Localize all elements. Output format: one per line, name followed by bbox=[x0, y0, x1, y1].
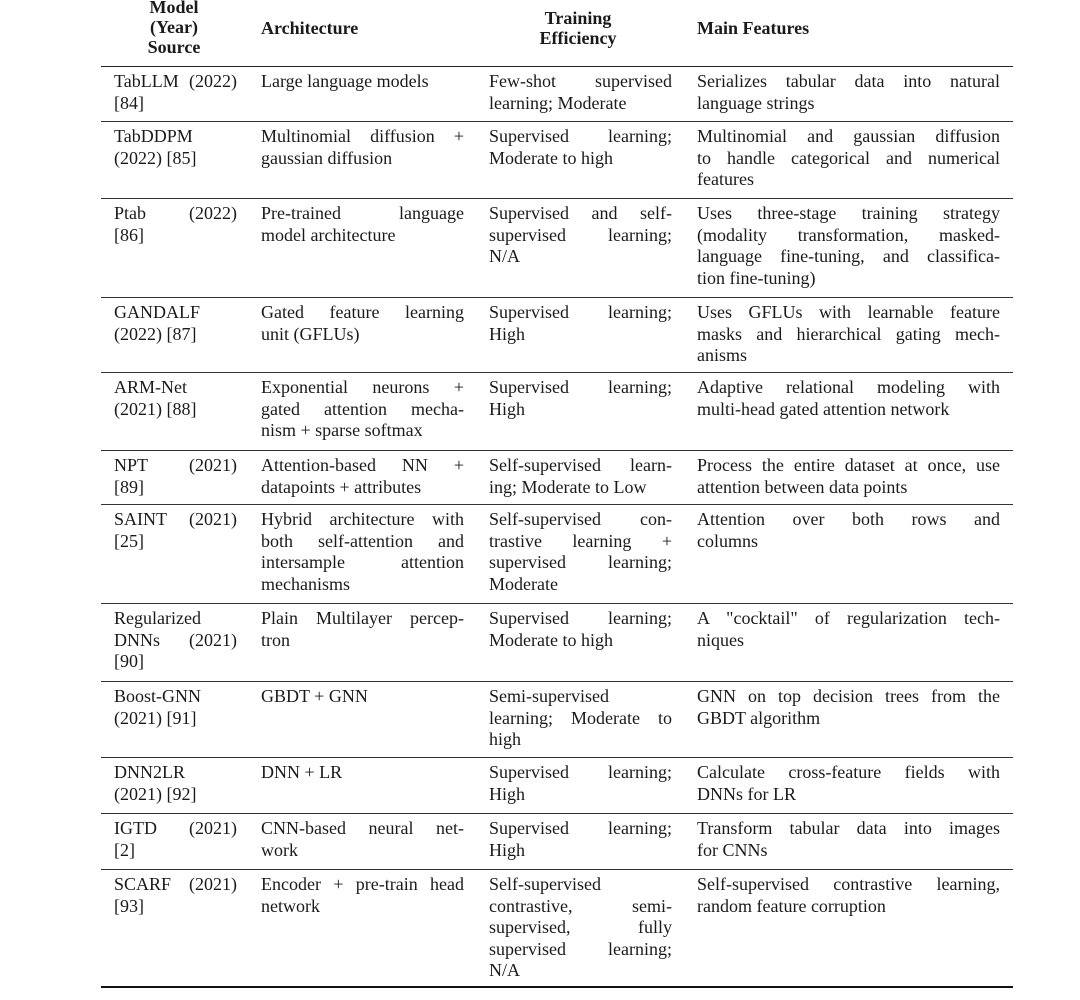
cell-line: intersample attention bbox=[261, 552, 464, 572]
cell-line: attention between data points bbox=[697, 476, 908, 497]
cell-line: Supervised and self- bbox=[489, 203, 672, 223]
cell-line: GNN on top decision trees from the bbox=[697, 686, 1000, 706]
header-architecture: Architecture bbox=[261, 18, 359, 38]
cell-line: columns bbox=[697, 530, 758, 551]
cell-line: Plain Multilayer percep- bbox=[261, 608, 464, 628]
cell-main-features bbox=[697, 71, 1000, 114]
cell-training-efficiency bbox=[489, 71, 672, 114]
cell-line: multi-head gated attention network bbox=[697, 398, 950, 419]
cell-line: to handle categorical and numerical bbox=[697, 147, 1000, 168]
cell-line: Self-supervised learn- bbox=[489, 455, 672, 475]
cell-main-features bbox=[697, 874, 1000, 917]
cell-line: NPT (2021) bbox=[114, 455, 237, 475]
cell-line: Supervised learning; bbox=[489, 608, 672, 628]
table-row bbox=[101, 451, 1013, 505]
cell-line: Attention over both rows and bbox=[697, 509, 1000, 529]
cell-line: Supervised learning; bbox=[489, 126, 672, 146]
table-row bbox=[101, 199, 1013, 298]
cell-line: DNNs for LR bbox=[697, 783, 796, 804]
header-line: Training bbox=[544, 8, 612, 28]
cell-line: Attention-based NN + bbox=[261, 455, 464, 475]
cell-line: for CNNs bbox=[697, 839, 768, 860]
cell-main-features bbox=[697, 455, 1000, 498]
cell-architecture bbox=[261, 126, 464, 169]
cell-line: TabDDPM bbox=[114, 126, 193, 146]
cell-line: tron bbox=[261, 629, 290, 650]
header-line: Model bbox=[149, 0, 199, 17]
cell-line: Transform tabular data into images bbox=[697, 818, 1000, 838]
cell-main-features bbox=[697, 203, 1000, 289]
cell-line: Self-supervised contrastive learning, bbox=[697, 874, 1000, 894]
cell-line: Moderate bbox=[489, 573, 558, 594]
cell-line: Supervised learning; bbox=[489, 302, 672, 322]
cell-line: gated attention mecha- bbox=[261, 398, 464, 419]
table-row bbox=[101, 604, 1013, 682]
cell-line: contrastive, semi- bbox=[489, 895, 672, 916]
header-main-features: Main Features bbox=[697, 18, 810, 38]
cell-main-features bbox=[697, 818, 1000, 861]
cell-main-features bbox=[697, 126, 1000, 191]
cell-line: Uses three-stage training strategy bbox=[697, 203, 1000, 223]
cell-training-efficiency bbox=[489, 377, 672, 420]
cell-line: learning; Moderate to bbox=[489, 707, 672, 728]
cell-model bbox=[114, 608, 237, 673]
cell-line: [90] bbox=[114, 651, 144, 671]
cell-main-features bbox=[697, 302, 1000, 367]
cell-line: DNNs (2021) bbox=[114, 629, 237, 650]
cell-line: learning; Moderate bbox=[489, 92, 627, 113]
cell-line: Adaptive relational modeling with bbox=[697, 377, 1000, 397]
cell-model bbox=[114, 762, 237, 805]
cell-model bbox=[114, 818, 237, 861]
cell-line: Multinomial and gaussian diffusion bbox=[697, 126, 1000, 146]
cell-line: High bbox=[489, 398, 525, 419]
cell-line: ing; Moderate to Low bbox=[489, 476, 647, 497]
cell-line: supervised learning; bbox=[489, 552, 672, 572]
cell-line: unit (GFLUs) bbox=[261, 323, 360, 344]
cell-line: High bbox=[489, 839, 525, 860]
cell-model bbox=[114, 509, 237, 552]
cell-model bbox=[114, 302, 237, 345]
header-training-efficiency bbox=[473, 8, 683, 48]
table-row bbox=[101, 870, 1013, 988]
cell-line: Self-supervised bbox=[489, 874, 601, 894]
cell-line: CNN-based neural net- bbox=[261, 818, 464, 838]
cell-model bbox=[114, 203, 237, 246]
table-row bbox=[101, 758, 1013, 814]
cell-training-efficiency bbox=[489, 818, 672, 861]
cell-architecture bbox=[261, 762, 464, 784]
cell-main-features bbox=[697, 608, 1000, 651]
cell-line: niques bbox=[697, 629, 744, 650]
cell-line: Self-supervised con- bbox=[489, 509, 672, 529]
cell-model bbox=[114, 126, 237, 169]
header-line: Source bbox=[147, 37, 201, 57]
cell-architecture bbox=[261, 686, 464, 708]
header-line: (Year) bbox=[150, 17, 198, 37]
cell-line: DNN2LR bbox=[114, 762, 185, 782]
table-row bbox=[101, 505, 1013, 604]
cell-training-efficiency bbox=[489, 874, 672, 982]
cell-line: anisms bbox=[697, 345, 748, 365]
cell-line: DNN + LR bbox=[261, 762, 343, 782]
cell-line: high bbox=[489, 729, 522, 749]
cell-line: GBDT algorithm bbox=[697, 707, 821, 728]
cell-line: Regularized bbox=[114, 608, 201, 628]
cell-line: GBDT + GNN bbox=[261, 686, 368, 706]
cell-training-efficiency bbox=[489, 302, 672, 345]
cell-main-features bbox=[697, 377, 1000, 420]
cell-line: random feature corruption bbox=[697, 895, 886, 916]
cell-line: work bbox=[261, 839, 298, 860]
table-row bbox=[101, 298, 1013, 373]
cell-line: N/A bbox=[489, 246, 520, 266]
cell-line: SAINT (2021) bbox=[114, 509, 237, 529]
cell-line: Process the entire dataset at once, use bbox=[697, 455, 1000, 475]
cell-line: datapoints + attributes bbox=[261, 476, 422, 497]
cell-line: SCARF (2021) bbox=[114, 874, 237, 894]
header-line: Efficiency bbox=[539, 28, 617, 48]
cell-model bbox=[114, 377, 237, 420]
cell-line: (2021) [92] bbox=[114, 783, 197, 804]
table-row bbox=[101, 682, 1013, 758]
cell-line: Exponential neurons + bbox=[261, 377, 464, 397]
cell-line: trastive learning + bbox=[489, 530, 672, 551]
cell-line: Moderate to high bbox=[489, 629, 613, 650]
cell-line: Uses GFLUs with learnable feature bbox=[697, 302, 1000, 322]
cell-line: Hybrid architecture with bbox=[261, 509, 464, 529]
cell-architecture bbox=[261, 874, 464, 917]
cell-training-efficiency bbox=[489, 455, 672, 498]
table-row bbox=[101, 814, 1013, 870]
cell-line: network bbox=[261, 895, 320, 916]
cell-architecture bbox=[261, 377, 464, 442]
cell-training-efficiency bbox=[489, 126, 672, 169]
comparison-table bbox=[101, 0, 1013, 988]
cell-line: [84] bbox=[114, 92, 144, 113]
cell-line: supervised learning; bbox=[489, 938, 672, 959]
cell-line: [89] bbox=[114, 476, 144, 497]
table-row bbox=[101, 373, 1013, 451]
cell-line: ARM-Net bbox=[114, 377, 187, 397]
table-row bbox=[101, 122, 1013, 199]
cell-line: High bbox=[489, 783, 525, 804]
cell-line: gaussian diffusion bbox=[261, 147, 393, 168]
cell-training-efficiency bbox=[489, 509, 672, 595]
cell-architecture bbox=[261, 455, 464, 498]
cell-line: Semi-supervised bbox=[489, 686, 609, 706]
cell-architecture bbox=[261, 203, 464, 246]
cell-model bbox=[114, 874, 237, 917]
cell-line: Supervised learning; bbox=[489, 377, 672, 397]
cell-training-efficiency bbox=[489, 762, 672, 805]
cell-line: mechanisms bbox=[261, 573, 350, 594]
cell-line: TabLLM (2022) bbox=[114, 71, 237, 91]
cell-line: IGTD (2021) bbox=[114, 818, 237, 838]
cell-line: (2022) [85] bbox=[114, 147, 197, 168]
cell-main-features bbox=[697, 762, 1000, 805]
cell-architecture bbox=[261, 818, 464, 861]
cell-model bbox=[114, 455, 237, 498]
cell-line: [2] bbox=[114, 839, 135, 860]
cell-line: [86] bbox=[114, 224, 144, 245]
cell-main-features bbox=[697, 686, 1000, 729]
cell-architecture bbox=[261, 608, 464, 651]
cell-line: Moderate to high bbox=[489, 147, 613, 168]
cell-line: features bbox=[697, 169, 754, 189]
cell-architecture bbox=[261, 509, 464, 595]
cell-line: [25] bbox=[114, 530, 144, 551]
cell-line: Supervised learning; bbox=[489, 762, 672, 782]
cell-line: nism + sparse softmax bbox=[261, 420, 423, 440]
cell-line: supervised learning; bbox=[489, 224, 672, 245]
cell-line: both self-attention and bbox=[261, 530, 464, 551]
cell-line: language strings bbox=[697, 92, 815, 113]
cell-line: Pre-trained language bbox=[261, 203, 464, 223]
cell-line: N/A bbox=[489, 960, 520, 980]
table-body bbox=[101, 67, 1013, 988]
cell-line: masks and hierarchical gating mech- bbox=[697, 323, 1000, 344]
cell-architecture bbox=[261, 71, 464, 93]
cell-line: Large language models bbox=[261, 71, 429, 91]
cell-line: (modality transformation, masked- bbox=[697, 224, 1000, 245]
cell-line: tion fine-tuning) bbox=[697, 267, 816, 288]
header-model bbox=[101, 0, 247, 57]
cell-line: A "cocktail" of regularization tech- bbox=[697, 608, 1000, 628]
cell-line: Gated feature learning bbox=[261, 302, 464, 322]
cell-line: (2022) [87] bbox=[114, 323, 197, 344]
cell-line: Supervised learning; bbox=[489, 818, 672, 838]
cell-training-efficiency bbox=[489, 686, 672, 751]
cell-training-efficiency bbox=[489, 203, 672, 268]
cell-line: Few-shot supervised bbox=[489, 71, 672, 91]
cell-line: GANDALF bbox=[114, 302, 201, 322]
cell-model bbox=[114, 686, 237, 729]
cell-line: [93] bbox=[114, 895, 144, 916]
cell-line: Multinomial diffusion + bbox=[261, 126, 464, 146]
cell-line: (2021) [88] bbox=[114, 398, 197, 419]
cell-main-features bbox=[697, 509, 1000, 552]
cell-architecture bbox=[261, 302, 464, 345]
cell-line: Ptab (2022) bbox=[114, 203, 237, 223]
cell-line: Boost-GNN bbox=[114, 686, 202, 706]
cell-line: High bbox=[489, 323, 525, 344]
cell-line: (2021) [91] bbox=[114, 707, 197, 728]
table-row bbox=[101, 67, 1013, 122]
table-header bbox=[101, 0, 1013, 67]
cell-line: Serializes tabular data into natural bbox=[697, 71, 1000, 91]
cell-model bbox=[114, 71, 237, 114]
cell-line: language fine-tuning, and classifica- bbox=[697, 246, 1000, 266]
cell-line: Encoder + pre-train head bbox=[261, 874, 464, 894]
cell-training-efficiency bbox=[489, 608, 672, 651]
cell-line: Calculate cross-feature fields with bbox=[697, 762, 1000, 782]
cell-line: model architecture bbox=[261, 224, 396, 245]
cell-line: supervised, fully bbox=[489, 917, 672, 937]
